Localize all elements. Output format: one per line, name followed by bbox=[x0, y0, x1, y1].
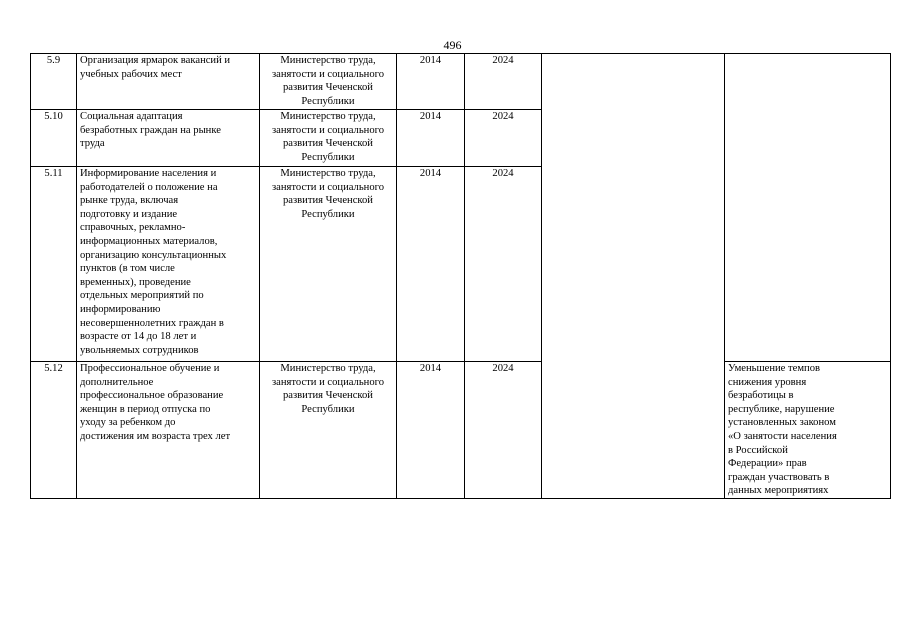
end-year: 2024 bbox=[465, 362, 542, 499]
activity-name: Социальная адаптация безработных граждан на рынке труда bbox=[77, 110, 260, 167]
end-year: 2024 bbox=[465, 54, 542, 110]
end-year: 2024 bbox=[465, 110, 542, 167]
item-number: 5.11 bbox=[31, 167, 77, 362]
table-row bbox=[31, 54, 891, 110]
consequence-text: Уменьшение темпов снижения уровня безработицы в республике, нарушение установленных законом «О занятости населения в Российской Федерации» прав граждан участвовать в данных мероприятиях bbox=[725, 362, 891, 499]
responsible-executor: Министерство труда, занятости и социального развития Чеченской Республики bbox=[260, 362, 397, 499]
item-number: 5.12 bbox=[31, 362, 77, 499]
item-number: 5.10 bbox=[31, 110, 77, 167]
activity-name: Профессиональное обучение и дополнительное профессиональное образование женщин в период отпуска по уходу за ребенком до достижения им возраста трех лет bbox=[77, 362, 260, 499]
item-number: 5.9 bbox=[31, 54, 77, 110]
activity-name: Информирование населения и работодателей о положение на рынке труда, включая подготовку и издание справочных, рекламно- информационных материалов, организацию консультационных пунктов (в том числе временных), проведение отдельных мероприятий по информированию несовершеннолетних граждан в возрасте от 14 до 18 лет и увольняемых сотрудников bbox=[77, 167, 260, 362]
start-year: 2014 bbox=[397, 167, 465, 362]
start-year: 2014 bbox=[397, 110, 465, 167]
responsible-executor: Министерство труда, занятости и социального развития Чеченской Республики bbox=[260, 110, 397, 167]
expected-result-cell bbox=[542, 54, 725, 499]
page-number: 496 bbox=[443, 38, 462, 52]
responsible-executor: Министерство труда, занятости и социального развития Чеченской Республики bbox=[260, 167, 397, 362]
end-year: 2024 bbox=[465, 167, 542, 362]
activity-name: Организация ярмарок вакансий и учебных рабочих мест bbox=[77, 54, 260, 110]
activities-table bbox=[30, 53, 891, 499]
table-row bbox=[31, 362, 891, 499]
start-year: 2014 bbox=[397, 362, 465, 499]
responsible-executor: Министерство труда, занятости и социального развития Чеченской Республики bbox=[260, 54, 397, 110]
consequence-cell-empty bbox=[725, 54, 891, 362]
start-year: 2014 bbox=[397, 54, 465, 110]
